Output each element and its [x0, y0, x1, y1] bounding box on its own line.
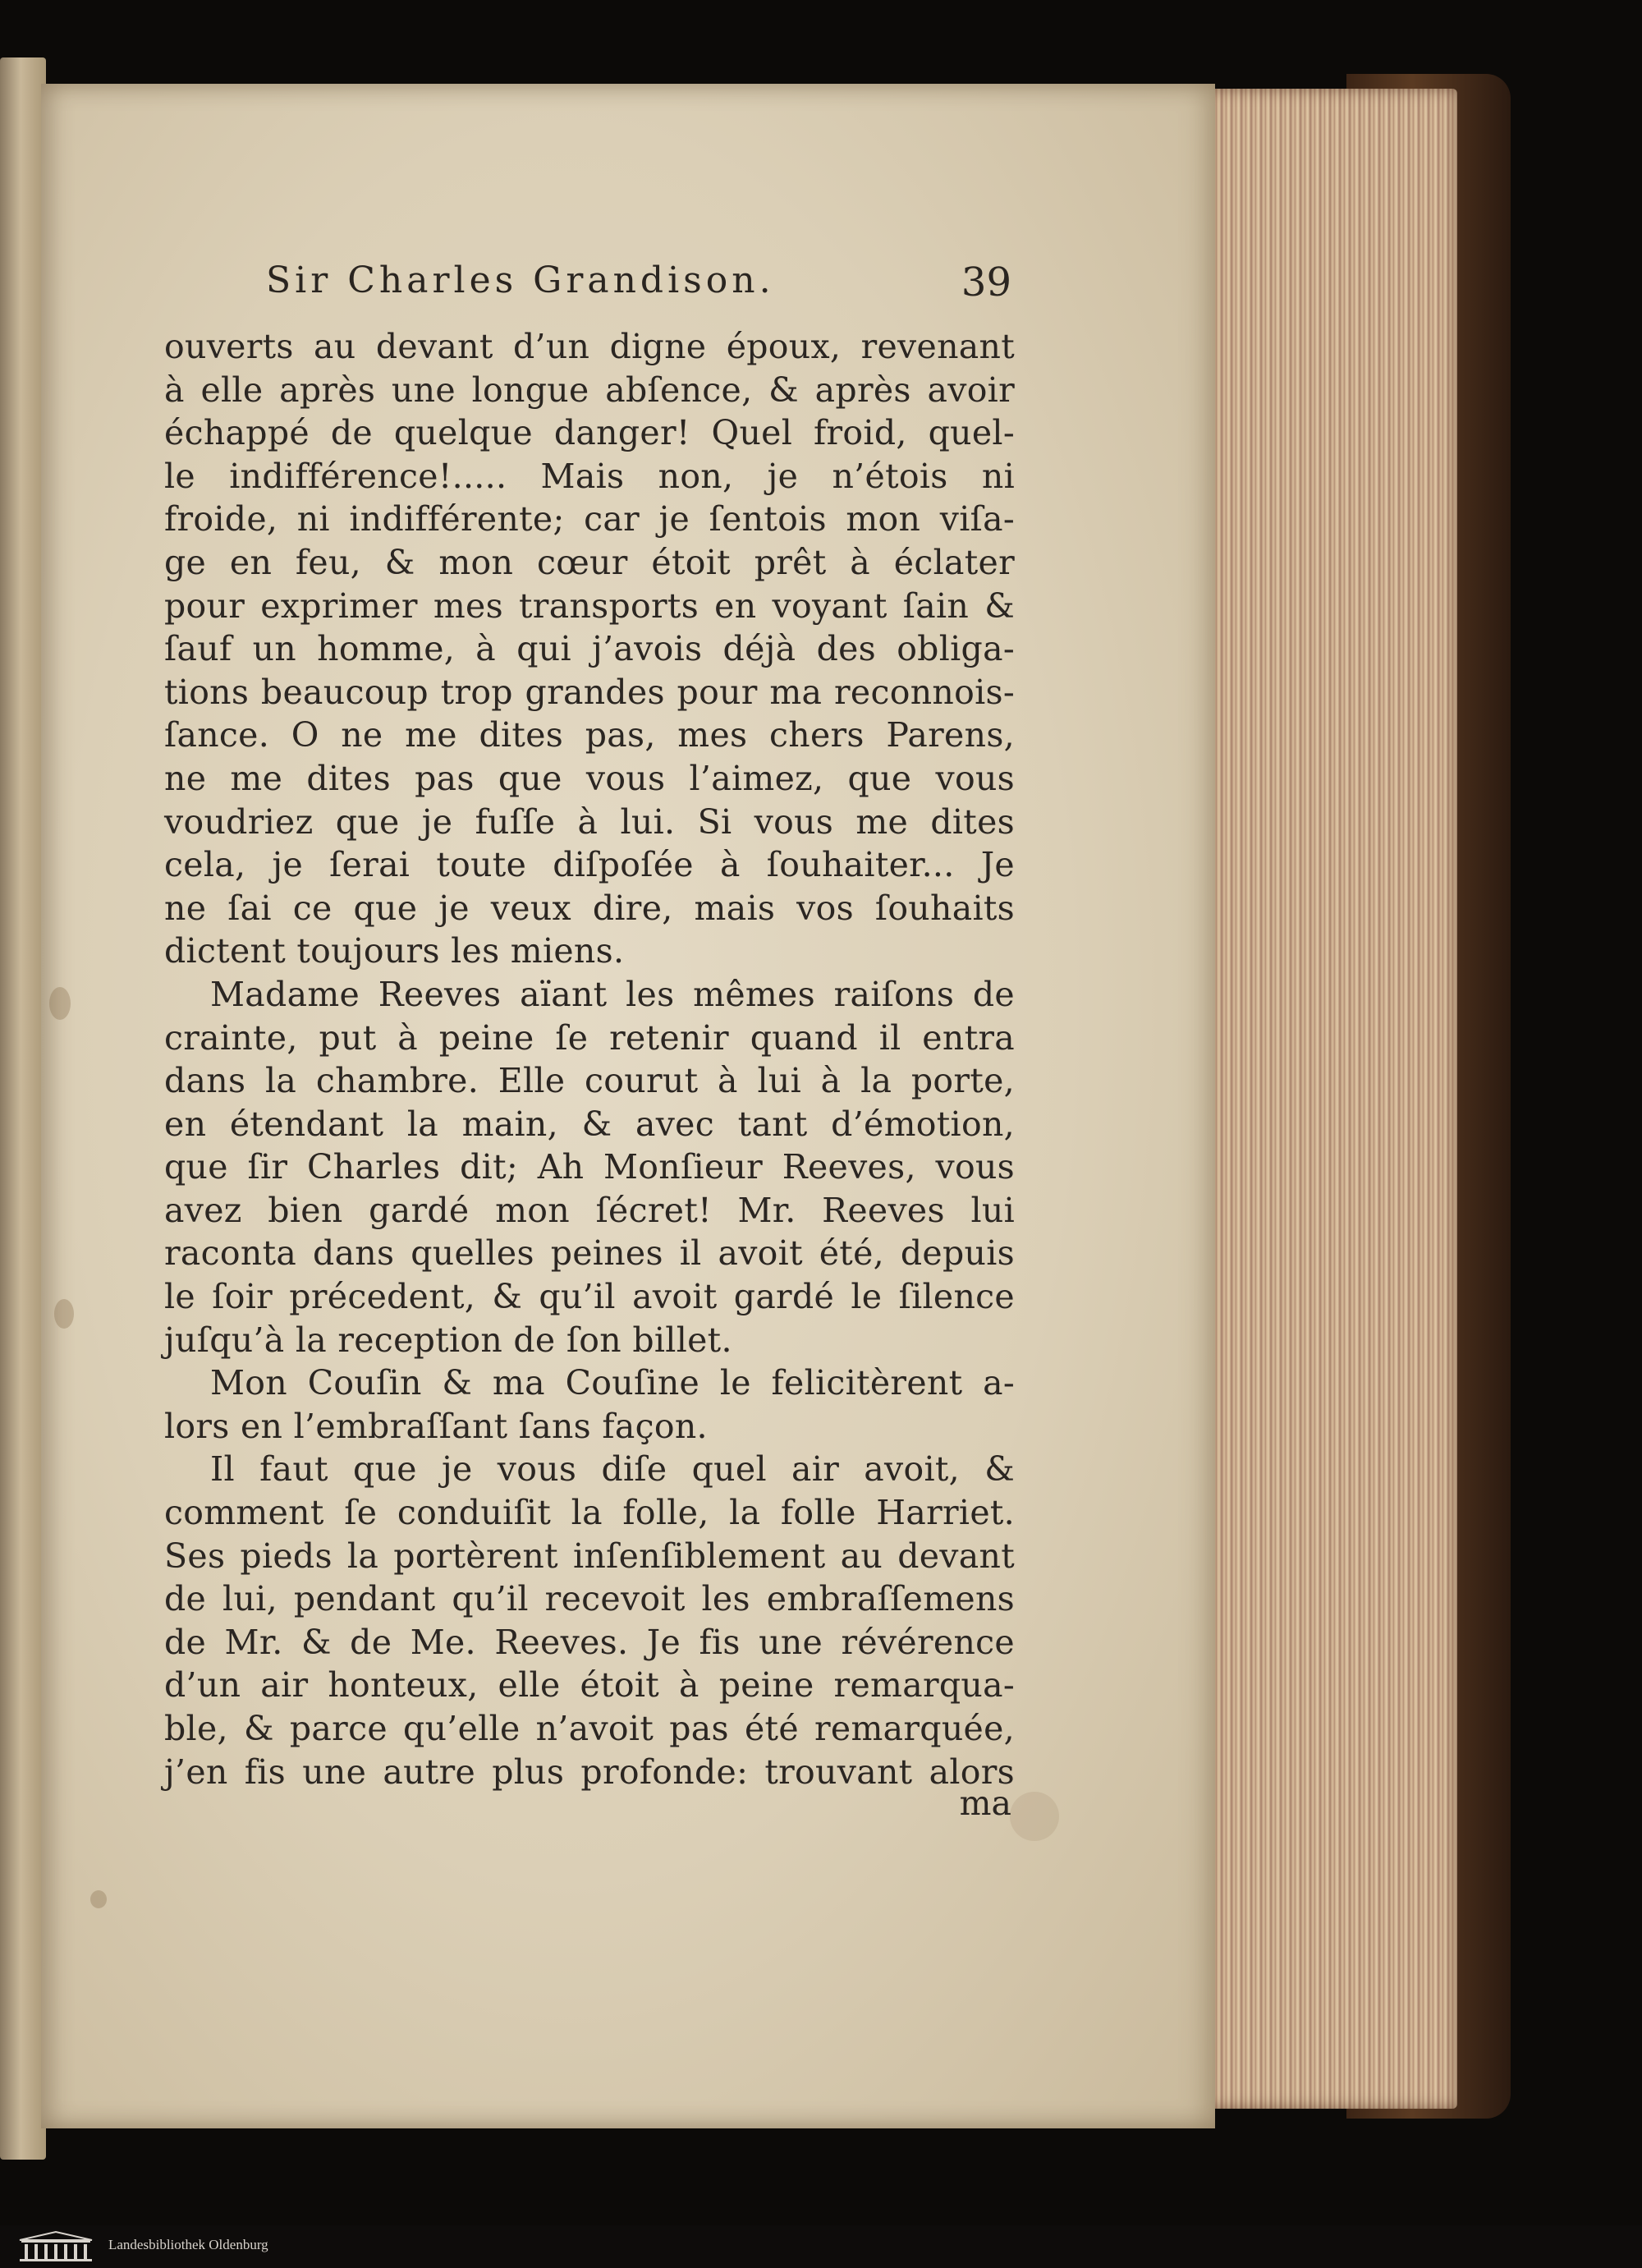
text-line: froide, ni indifférente; car je ſentois mon viſa-: [164, 499, 1015, 539]
text-line: j’en fis une autre plus profonde: trouvant alors: [164, 1752, 1015, 1792]
text-line: cela, je ſerai toute diſpoſée à ſouhaiter... Je: [164, 845, 1015, 885]
text-line: dans la chambre. Elle courut à lui à la porte,: [164, 1061, 1015, 1101]
library-name: Landesbibliothek Oldenburg: [108, 2237, 268, 2252]
text-line: tions beaucoup trop grandes pour ma reconnois-: [164, 672, 1015, 712]
library-building-icon: [15, 2230, 97, 2263]
text-line: le indifférence!..... Mais non, je n’étois ni: [164, 456, 1015, 496]
text-line: pour exprimer mes transports en voyant ſain &: [164, 585, 1015, 626]
catchword: ma: [959, 1784, 1011, 1823]
text-line: ſance. O ne me dites pas, mes chers Parens,: [164, 715, 1015, 755]
text-line: ouverts au devant d’un digne époux, revenant: [164, 327, 1015, 366]
text-line: échappé de quelque danger! Quel froid, quel-: [164, 413, 1015, 453]
text-line: Madame Reeves aïant les mêmes raiſons de: [210, 974, 1015, 1014]
text-line: ſauf un homme, à qui j’avois déjà des obliga-: [164, 629, 1015, 669]
text-line: lors en l’embraſſant ſans façon.: [164, 1406, 708, 1446]
page-number: 39: [961, 259, 1011, 305]
text-line: crainte, put à peine ſe retenir quand il entra: [164, 1017, 1015, 1058]
text-line: raconta dans quelles peines il avoit été, depuis: [164, 1233, 1015, 1274]
text-line: Ses pieds la portèrent inſenſiblement au devant: [164, 1536, 1015, 1576]
text-line: à elle après une longue abſence, & après avoir: [164, 370, 1015, 410]
body-text: [164, 325, 1015, 1793]
text-line: de lui, pendant qu’il recevoit les embraſſemens: [164, 1579, 1015, 1619]
binding-edge: [0, 57, 46, 2160]
text-line: que ſir Charles dit; Ah Monſieur Reeves, vous: [164, 1147, 1015, 1187]
text-line: en étendant la main, & avec tant d’émotion,: [164, 1104, 1015, 1144]
foxing-spot: [54, 1299, 74, 1329]
text-line: ble, & parce qu’elle n’avoit pas été remarquée,: [164, 1709, 1015, 1748]
text-line: ne me dites pas que vous l’aimez, que vous: [164, 758, 1015, 798]
text-line: dictent toujours les miens.: [164, 931, 625, 971]
text-line: Il faut que je vous diſe quel air avoit, &: [210, 1449, 1015, 1490]
text-line: voudriez que je fuſſe à lui. Si vous me dites: [164, 801, 1015, 842]
text-line: ge en feu, & mon cœur étoit prêt à éclater: [164, 542, 1015, 582]
text-line: avez bien gardé mon ſécret! Mr. Reeves lui: [164, 1190, 1015, 1230]
foxing-spot: [49, 987, 71, 1020]
text-line: Mon Couſin & ma Couſine le felicitèrent a-: [210, 1363, 1015, 1403]
running-title: Sir Charles Grandison.: [266, 259, 775, 301]
text-line: le ſoir précedent, & qu’il avoit gardé le ſilence: [164, 1277, 1015, 1317]
text-line: comment ſe conduiſit la folle, la folle Harriet.: [164, 1493, 1015, 1533]
foxing-spot: [1010, 1792, 1059, 1841]
page-edges: [1207, 89, 1457, 2109]
text-line: juſqu’à la reception de ſon billet.: [164, 1320, 732, 1360]
footer-bar: [0, 2225, 1642, 2268]
foxing-spot: [90, 1890, 107, 1908]
text-line: ne ſai ce que je veux dire, mais vos ſouhaits: [164, 888, 1015, 928]
page-header: [223, 259, 1011, 309]
text-line: de Mr. & de Me. Reeves. Je fis une révérence: [164, 1622, 1015, 1662]
text-line: d’un air honteux, elle étoit à peine remarqua-: [164, 1665, 1015, 1706]
